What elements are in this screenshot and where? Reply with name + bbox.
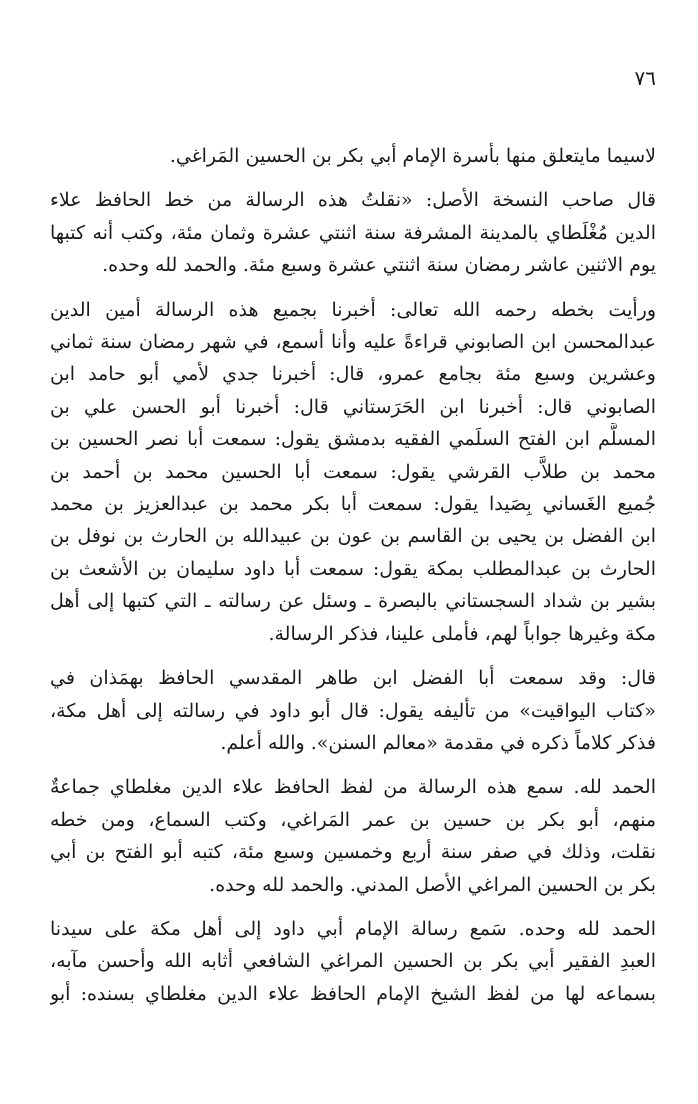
text-line: العبدِ الفقير أبي بكر بن الحسين المراغي الشافعي أثابه الله وأحسن مآبه، <box>50 950 656 973</box>
text-line: الدين مُغْلَطاي بالمدينة المشرفة سنة اثنتي عشرة وثمان مئة، وكتب أنه كتبها <box>50 221 656 244</box>
paragraph-isnad <box>50 294 656 650</box>
text-line: الحمد لله. سمع هذه الرسالة من لفظ الحافظ علاء الدين مغلطاي جماعةٌ <box>50 776 656 799</box>
paragraph-hamadhan <box>50 662 656 759</box>
text-line: وعشرين وسبع مئة بجامع عمرو، قال: أخبرنا جدي لأمي أبو حامد ابن <box>50 363 656 386</box>
text-line: مكة وغيرها جواباً لهم، فأملى علينا، فذكر الرسالة. <box>268 622 656 645</box>
text-line: ابن الفضل بن يحيى بن القاسم بن عون بن عبيدالله بن الحارث بن نوفل بن <box>50 525 656 548</box>
text-line: بشير بن شداد السجستاني بالبصرة ـ وسئل عن رسالته ـ التي كتبها إلى أهل <box>50 590 656 613</box>
page-number: ٧٦ <box>634 66 656 90</box>
text-line: بسماعه لها من لفظ الشيخ الإمام الحافظ علاء الدين مغلطاي بسنده: أبو <box>50 982 656 1005</box>
text-line: الحمد لله وحده. سَمع رسالة الإمام أبي داود إلى أهل مكة على سيدنا <box>50 917 656 940</box>
paragraph-intro-line <box>50 140 656 172</box>
page-body <box>50 140 656 1022</box>
paragraph-sama-1 <box>50 771 656 901</box>
text-line: «كتاب اليواقيت» من تأليفه يقول: قال أبو داود في رسالته إلى أهل مكة، <box>50 699 656 722</box>
text-line: منهم، أبو بكر بن حسين بن عمر المَراغي، وكتب السماع، ومن خطه <box>50 808 656 831</box>
text-line: المسلَّم ابن الفتح السلَمي الفقيه بدمشق يقول: سمعت أبا نصر الحسين بن <box>50 428 656 451</box>
text-line: عبدالمحسن ابن الصابوني قراءةً عليه وأنا أسمع، في شهر رمضان سنة ثماني <box>50 331 656 354</box>
text-line: محمد بن طلاَّب القرشي يقول: سمعت أبا الحسين محمد بن أحمد بن <box>50 460 656 483</box>
text-line: قال صاحب النسخة الأصل: «نقلتُ هذه الرسالة من خط الحافظ علاء <box>50 189 656 212</box>
text-line: الصابوني قال: أخبرنا ابن الحَرَستاني قال: أخبرنا أبو الحسن علي بن <box>50 395 656 418</box>
text-line: جُميع الغَساني بِصَيدا يقول: سمعت أبا بكر محمد بن عبدالعزيز بن محمد <box>50 493 656 516</box>
text-line: بكر بن الحسين المراغي الأصل المدني. والحمد لله وحده. <box>209 873 656 896</box>
text-line: الحارث بن عبدالمطلب بمكة يقول: سمعت أبا داود سليمان بن الأشعث بن <box>50 557 656 580</box>
text-line: ورأيت بخطه رحمه الله تعالى: أخبرنا بجميع هذه الرسالة أمين الدين <box>50 298 656 321</box>
text-line: قال: وقد سمعت أبا الفضل ابن طاهر المقدسي الحافظ بهمَذان في <box>50 667 656 690</box>
text-line: فذكر كلاماً ذكره في مقدمة «معالم السنن». والله أعلم. <box>220 731 656 754</box>
paragraph-original-copy <box>50 184 656 281</box>
text-line: نقلت، وذلك في صفر سنة أربع وخمسين وسبع مئة، كتبه أبو الفتح بن أبي <box>50 841 656 864</box>
paragraph-sama-2 <box>50 913 656 1010</box>
text-line: يوم الاثنين عاشر رمضان سنة اثنتي عشرة وسبع مئة. والحمد لله وحده. <box>102 254 656 277</box>
text-line: لاسيما مايتعلق منها بأسرة الإمام أبي بكر بن الحسين المَراغي. <box>169 145 656 167</box>
